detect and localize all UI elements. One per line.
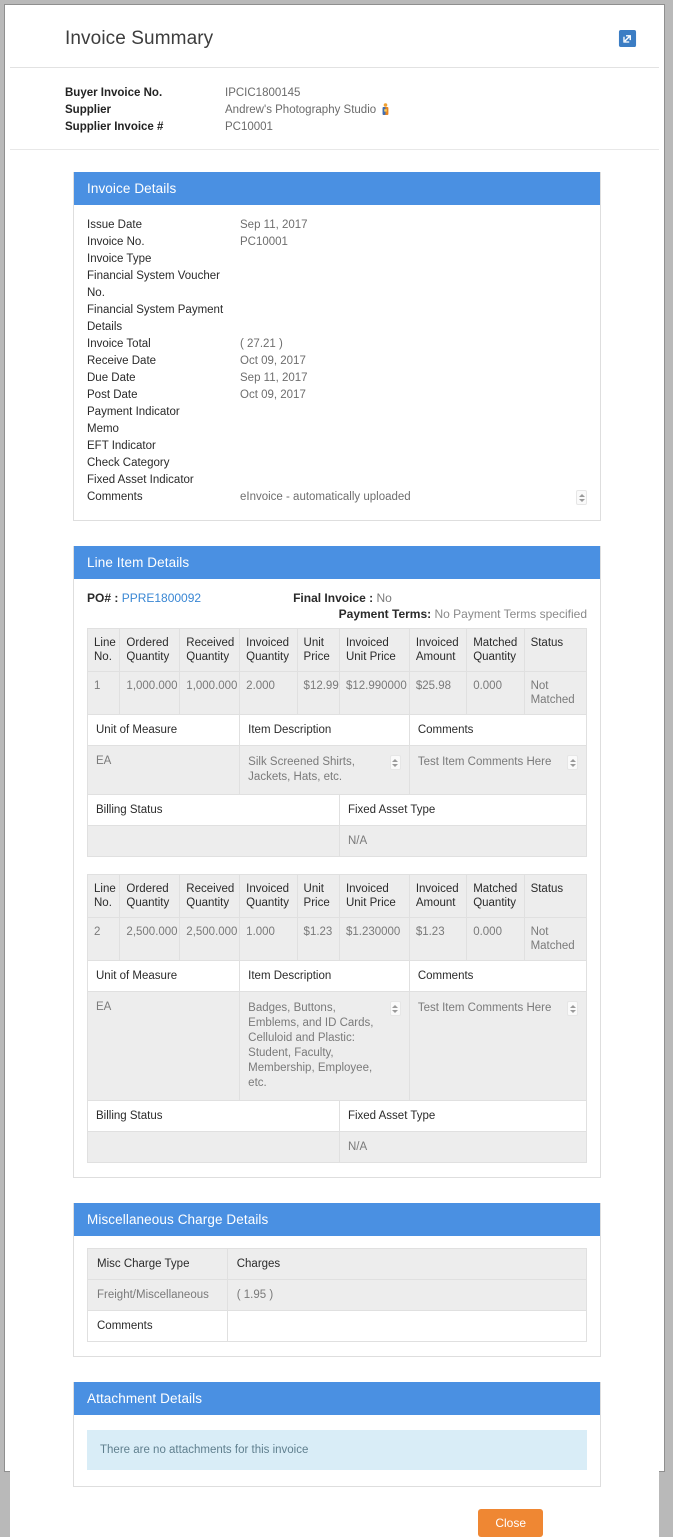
invoice-field-value: Sep 11, 2017: [240, 219, 308, 231]
column-header: Comments: [409, 715, 586, 746]
fixed-asset-type-value: N/A: [339, 826, 586, 857]
table-cell: 1: [88, 672, 120, 715]
table-row: [88, 918, 587, 961]
summary-value: [225, 87, 300, 99]
line-item-details-title: Line Item Details: [74, 546, 600, 579]
summary-row: [65, 118, 659, 135]
summary-label: Supplier Invoice #: [65, 120, 164, 133]
table-row: [88, 826, 587, 857]
unit-of-measure-value: EA: [88, 992, 240, 1101]
attachment-details-body: [74, 1415, 600, 1486]
po-label: PO# :: [87, 591, 119, 605]
column-header: Invoiced Unit Price: [339, 875, 409, 918]
invoice-field-row: [87, 234, 587, 251]
column-header: Billing Status: [88, 1101, 340, 1132]
summary-value-text: PC10001: [225, 120, 273, 133]
invoice-field-label: Due Date: [87, 372, 136, 384]
column-header: Line No.: [88, 875, 120, 918]
misc-comments-value: [227, 1311, 586, 1342]
line-item-table: [87, 628, 587, 857]
column-header: Matched Quantity: [467, 629, 524, 672]
column-header: Comments: [409, 961, 586, 992]
invoice-comments-label: Comments: [87, 491, 143, 503]
table-cell: 1,000.000: [120, 672, 180, 715]
misc-charges-header: Charges: [227, 1249, 586, 1280]
misc-charge-body: [74, 1236, 600, 1356]
item-description-scroll-spinner[interactable]: [390, 1001, 401, 1016]
misc-charge-type-header: Misc Charge Type: [88, 1249, 228, 1280]
column-header: Invoiced Quantity: [240, 875, 297, 918]
column-header: Unit of Measure: [88, 715, 240, 746]
invoice-field-label: Invoice No.: [87, 236, 145, 248]
line-item-separator: [87, 857, 587, 874]
column-header: Invoiced Amount: [409, 629, 466, 672]
invoice-field-label: Financial System Payment Details: [87, 304, 224, 333]
table-row: [88, 1132, 587, 1163]
summary-row: [65, 84, 659, 101]
column-header: Matched Quantity: [467, 875, 524, 918]
column-header: Line No.: [88, 629, 120, 672]
invoice-summary-block: [10, 68, 659, 150]
misc-charges-value: ( 1.95 ): [227, 1280, 586, 1311]
invoice-field-row: [87, 217, 587, 234]
billing-status-value: [88, 1132, 340, 1163]
table-subheader-row: [88, 961, 587, 992]
payment-terms-value: No Payment Terms specified: [434, 607, 587, 621]
misc-comments-label: Comments: [88, 1311, 228, 1342]
line-item-details-card: [73, 546, 601, 1178]
invoice-field-row: [87, 438, 587, 455]
item-comments-value: Test Item Comments Here: [417, 756, 552, 768]
invoice-field-value: PC10001: [240, 236, 288, 248]
payment-terms-row: [87, 607, 587, 621]
invoice-field-label: Receive Date: [87, 355, 157, 367]
invoice-field-value: Sep 11, 2017: [240, 372, 308, 384]
table-row: [88, 1249, 587, 1280]
table-cell: 2,500.000: [120, 918, 180, 961]
column-header: Received Quantity: [180, 629, 240, 672]
page-title: Invoice Summary: [65, 27, 214, 49]
spinner-up-arrow-icon[interactable]: [570, 1005, 576, 1008]
invoice-field-row: [87, 251, 587, 268]
spinner-up-arrow-icon[interactable]: [579, 494, 585, 497]
invoice-field-value: ( 27.21 ): [240, 338, 283, 350]
summary-row: [65, 101, 659, 118]
invoice-field-row: [87, 387, 587, 404]
invoice-field-label: Memo: [87, 423, 119, 435]
table-cell: $25.98: [409, 672, 466, 715]
invoice-field-row: [87, 472, 587, 489]
invoice-comments-row: [87, 489, 587, 506]
misc-charge-title: Miscellaneous Charge Details: [74, 1203, 600, 1236]
table-cell: 1,000.000: [180, 672, 240, 715]
supplier-status-icon: [381, 103, 390, 116]
column-header: Invoiced Unit Price: [339, 629, 409, 672]
item-description-value: Silk Screened Shirts, Jackets, Hats, etc.: [248, 756, 355, 783]
summary-value: [225, 103, 390, 116]
table-cell: $1.23: [409, 918, 466, 961]
invoice-details-body: [74, 205, 600, 520]
table-cell: 2: [88, 918, 120, 961]
table-cell: $1.230000: [339, 918, 409, 961]
table-cell: $12.99: [297, 672, 339, 715]
table-row: [88, 746, 587, 795]
item-description-value: Badges, Buttons, Emblems, and ID Cards, Celluloid and Plastic: Student, Faculty, Membership, Employee, etc.: [248, 1002, 374, 1089]
summary-label: Supplier: [65, 103, 112, 116]
column-header: Item Description: [240, 715, 410, 746]
table-cell: Not Matched: [524, 918, 586, 961]
invoice-field-label: Issue Date: [87, 219, 142, 231]
column-header: Received Quantity: [180, 875, 240, 918]
invoice-field-value: Oct 09, 2017: [240, 355, 306, 367]
column-header: Fixed Asset Type: [339, 1101, 586, 1132]
column-header: Unit Price: [297, 629, 339, 672]
spinner-down-arrow-icon[interactable]: [570, 1010, 576, 1013]
invoice-field-row: [87, 336, 587, 353]
invoice-field-label: Invoice Type: [87, 253, 152, 265]
table-cell: 0.000: [467, 672, 524, 715]
invoice-details-card: [73, 172, 601, 521]
po-label-group: [87, 591, 201, 605]
misc-charge-type-value: Freight/Miscellaneous: [88, 1280, 228, 1311]
table-cell: 2.000: [240, 672, 297, 715]
invoice-field-label: EFT Indicator: [87, 440, 156, 452]
summary-label: Buyer Invoice No.: [65, 86, 163, 99]
column-header: Billing Status: [88, 795, 340, 826]
invoice-field-label: Payment Indicator: [87, 406, 180, 418]
spinner-down-arrow-icon[interactable]: [570, 764, 576, 767]
modal-footer: [73, 1509, 601, 1537]
invoice-field-row: [87, 370, 587, 387]
column-header: Status: [524, 629, 586, 672]
attachment-details-title: Attachment Details: [74, 1382, 600, 1415]
invoice-field-label: Check Category: [87, 457, 170, 469]
item-comments-cell: [409, 746, 586, 795]
table-row: [88, 672, 587, 715]
spinner-down-arrow-icon[interactable]: [392, 1010, 398, 1013]
column-header: Invoiced Amount: [409, 875, 466, 918]
column-header: Item Description: [240, 961, 410, 992]
external-link-icon[interactable]: [618, 29, 637, 48]
column-header: Ordered Quantity: [120, 875, 180, 918]
comments-scroll-spinner[interactable]: [576, 490, 587, 505]
billing-status-value: [88, 826, 340, 857]
no-attachments-message: There are no attachments for this invoice: [87, 1430, 587, 1470]
table-row: [88, 1280, 587, 1311]
po-number-link[interactable]: PPRE1800092: [121, 591, 202, 605]
window-frame: [4, 4, 665, 1530]
payment-terms-label: Payment Terms:: [338, 607, 432, 621]
column-header: Ordered Quantity: [120, 629, 180, 672]
column-header: Unit Price: [297, 875, 339, 918]
spinner-down-arrow-icon[interactable]: [392, 764, 398, 767]
item-description-scroll-spinner[interactable]: [390, 755, 401, 770]
misc-charge-card: [73, 1203, 601, 1357]
spinner-down-arrow-icon[interactable]: [579, 499, 585, 502]
table-row: [88, 1311, 587, 1342]
invoice-field-row: [87, 353, 587, 370]
spinner-up-arrow-icon[interactable]: [392, 1005, 398, 1008]
column-header: Invoiced Quantity: [240, 629, 297, 672]
spinner-up-arrow-icon[interactable]: [570, 759, 576, 762]
final-invoice-value: No: [376, 591, 392, 605]
line-items-container: [87, 628, 587, 1163]
table-subheader-row: [88, 795, 587, 826]
line-item-details-body: [74, 579, 600, 1177]
summary-value-text: Andrew's Photography Studio: [225, 103, 377, 116]
item-comments-value: Test Item Comments Here: [417, 1002, 552, 1014]
table-row: [88, 992, 587, 1101]
final-invoice-group: [293, 591, 392, 605]
table-header-row: [88, 629, 587, 672]
spinner-up-arrow-icon[interactable]: [392, 759, 398, 762]
table-cell: 0.000: [467, 918, 524, 961]
table-cell: 2,500.000: [180, 918, 240, 961]
column-header: Fixed Asset Type: [339, 795, 586, 826]
column-header: Unit of Measure: [88, 961, 240, 992]
table-cell: 1.000: [240, 918, 297, 961]
item-description-cell: [240, 992, 410, 1101]
item-comments-cell: [409, 992, 586, 1101]
modal-body: [10, 150, 659, 1537]
modal-header: [10, 10, 659, 68]
invoice-details-title: Invoice Details: [74, 172, 600, 205]
invoice-field-label: Post Date: [87, 389, 138, 401]
invoice-field-row: [87, 455, 587, 472]
invoice-field-value: Oct 09, 2017: [240, 389, 306, 401]
table-header-row: [88, 875, 587, 918]
close-button[interactable]: Close: [478, 1509, 543, 1537]
line-item-table: [87, 874, 587, 1163]
item-comments-scroll-spinner[interactable]: [567, 1001, 578, 1016]
table-cell: $1.23: [297, 918, 339, 961]
invoice-field-label: Fixed Asset Indicator: [87, 474, 194, 486]
modal-dialog: [10, 10, 659, 1530]
po-row: [87, 591, 587, 605]
item-description-cell: [240, 746, 410, 795]
invoice-field-row: [87, 421, 587, 438]
column-header: Status: [524, 875, 586, 918]
item-comments-scroll-spinner[interactable]: [567, 755, 578, 770]
table-cell: Not Matched: [524, 672, 586, 715]
final-invoice-label: Final Invoice :: [293, 591, 374, 605]
table-subheader-row: [88, 1101, 587, 1132]
summary-value: [225, 121, 273, 133]
attachment-details-card: [73, 1382, 601, 1487]
invoice-field-row: [87, 404, 587, 421]
invoice-field-label: Financial System Voucher No.: [87, 270, 220, 299]
table-cell: $12.990000: [339, 672, 409, 715]
invoice-field-list: [87, 217, 587, 489]
misc-charge-table: [87, 1248, 587, 1342]
invoice-field-label: Invoice Total: [87, 338, 151, 350]
fixed-asset-type-value: N/A: [339, 1132, 586, 1163]
table-subheader-row: [88, 715, 587, 746]
invoice-field-row: [87, 302, 587, 336]
unit-of-measure-value: EA: [88, 746, 240, 795]
invoice-comments-value: eInvoice - automatically uploaded: [240, 491, 411, 503]
invoice-field-row: [87, 268, 587, 302]
summary-value-text: IPCIC1800145: [225, 86, 301, 99]
